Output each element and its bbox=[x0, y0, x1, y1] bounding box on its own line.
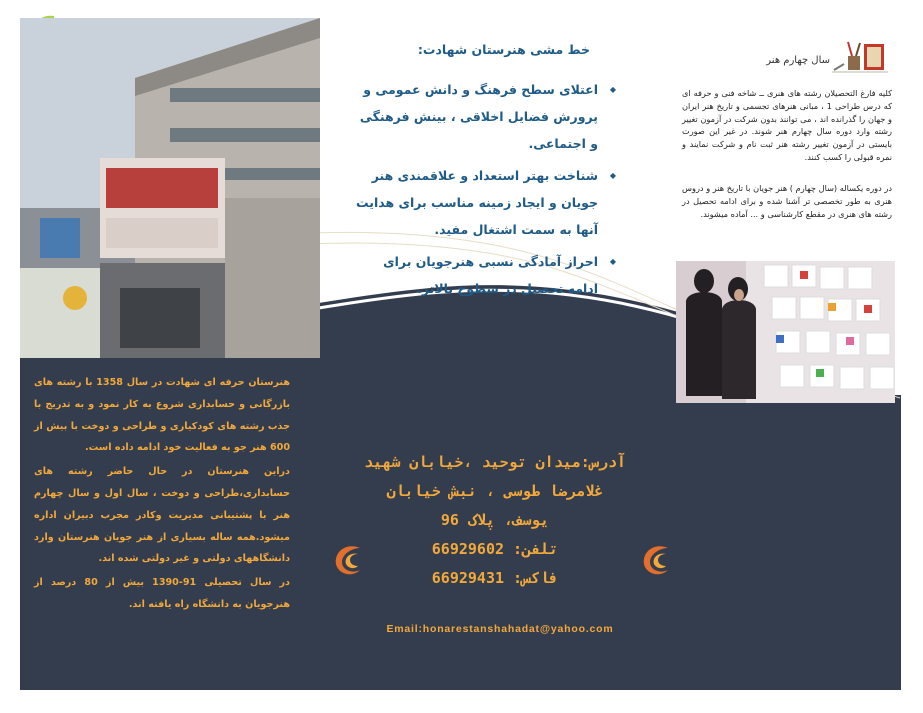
motto-title: خط مشی هنرستان شهادت: bbox=[417, 42, 590, 57]
year4-paragraph-1: کلیه فارغ التحصیلان رشته های هنری ــ شاخه فنی و حرفه ای که درس طراحی 1 ، مبانی هنرهای تجسمی و تاریخ هنر ایران و جهان را گذرانده اند ، می توانند بدون شرکت در آزمون تغییر رشته وارد دوره سال چهارم هنر شوند. در غیر این صورت بایستی در آزمون تغییر رشته هنر ثبت نام و شرکت نمایند و نمره قبولی را کسب کنند. bbox=[682, 88, 893, 162]
students-exhibition-photo bbox=[676, 261, 895, 403]
history-paragraph-3: در سال تحصیلی 91-1390 بیش از 80 درصد از هنرجویان به دانشگاه راه یافته اند. bbox=[34, 577, 290, 610]
motto-item: ◆ اعتلای سطح فرهنگ و دانش عمومی و پرورش فضایل اخلاقی ، بینش فرهنگی و اجتماعی. bbox=[352, 76, 598, 157]
contact-block bbox=[345, 448, 645, 593]
art-supplies-icon bbox=[830, 40, 890, 76]
year4-paragraph-2: در دوره یکساله (سال چهارم ) هنر جویان با تاریخ هنر و دروس هنری به طور تخصصی تر آشنا شده و برای ادامه تحصیل در رشته های هنری در مقطع کارشناسی و ... آماده میشوند. bbox=[682, 183, 892, 219]
motto-item: ◆ شناخت بهتر استعداد و علاقمندی هنر جویان و ایجاد زمینه مناسب برای هدایت آنها به سمت اشتغال مفید. bbox=[352, 162, 598, 243]
address-line-3: یوسف، پلاک 96 bbox=[440, 511, 550, 529]
fax-number: فاکس: 66929431 bbox=[431, 569, 559, 587]
motto-item: ◆ احراز آمادگی نسبی هنرجویان برای ادامه تحصیل در سطوح بالاتر. bbox=[352, 248, 598, 302]
address-line-2: غلامرضا طوسی ، نبش خیابان bbox=[386, 482, 604, 500]
history-paragraph-2: دراین هنرستان در حال حاضر رشته های حسابداری،طراحی و دوخت ، سال اول و سال چهارم هنر با پشتیبانی مدیریت وکادر مجرب دبیران اداره میشود.همه ساله بسیاری از هنر جویان هنرستان وارد دانشگاههای دولتی و غیر دولتی شده اند. bbox=[34, 466, 290, 565]
year4-title: سال چهارم هنر bbox=[766, 55, 830, 66]
phone-number: تلفن: 66929602 bbox=[431, 540, 559, 558]
motto-list bbox=[352, 76, 616, 307]
address-line-1: آدرس:میدان توحید ،خیابان شهید bbox=[364, 453, 626, 471]
swirl-icon-right bbox=[638, 540, 678, 580]
history-paragraph-1: هنرستان حرفه ای شهادت در سال 1358 با رشته های بازرگانی و حسابداری شروع به کار نمود و به تدریج با جذب رشته های کودکیاری و طراحی و دوخت با بیش از 600 هنر جو به فعالیت خود ادامه داده است. bbox=[34, 377, 290, 454]
swirl-icon-left bbox=[330, 540, 370, 580]
school-building-photo bbox=[20, 18, 320, 358]
school-history bbox=[34, 372, 290, 618]
email-address: Email:honarestanshahadat@yahoo.com bbox=[386, 623, 614, 635]
